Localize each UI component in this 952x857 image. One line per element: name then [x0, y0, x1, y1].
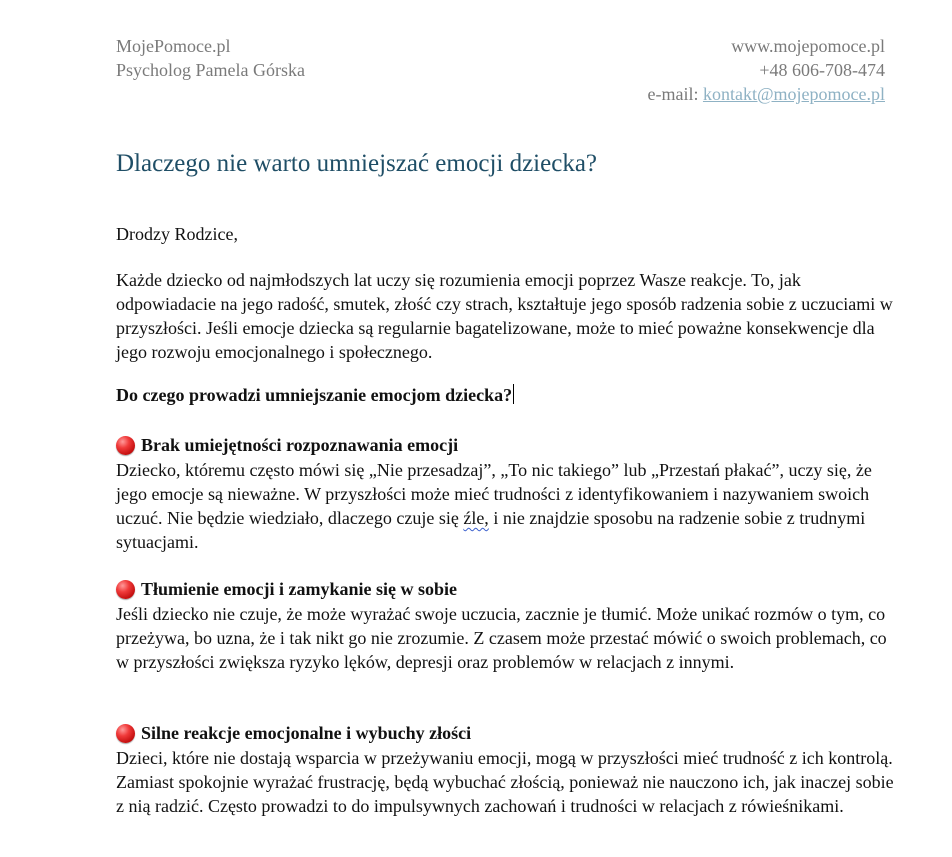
email-label: e-mail:: [647, 84, 703, 104]
intro-paragraph: Każde dziecko od najmłodszych lat uczy się rozumienia emocji poprzez Wasze reakcje. To, jak odpowiadacie na jego radość, smutek, złość czy strach, kształtuje jego sposób radzenia sobie z uczuciami w przyszłości. Jeśli emocje dziecka są regularnie bagatelizowane, może to mieć poważne konsekwencje dla jego rozwoju emocjonalnego i społecznego.: [116, 270, 893, 362]
email-line: [647, 82, 885, 106]
header-right: [647, 34, 885, 106]
question-heading: [116, 383, 896, 407]
section-heading-3: [116, 721, 471, 745]
red-circle-icon: [116, 724, 135, 743]
email-link[interactable]: kontakt@mojepomoce.pl: [702, 84, 885, 104]
section-heading-2-text: Tłumienie emocji i zamykanie się w sobie: [141, 579, 457, 599]
spellcheck-marked-word[interactable]: źle,: [463, 508, 489, 528]
website-url: www.mojepomoce.pl: [731, 36, 885, 56]
section-heading-3-text: Silne reakcje emocjonalne i wybuchy złości: [141, 723, 472, 743]
section-heading-1-text: Brak umiejętności rozpoznawania emocji: [141, 435, 459, 455]
section-body-1: [116, 458, 896, 554]
section-heading-1: [116, 433, 458, 457]
section-body-1-text-before: Dziecko, któremu często mówi się „Nie przesadzaj”, „To nic takiego” lub „Przestań płakać”, uczy się, że jego emocje są nieważne. W przyszłości może mieć trudności z identyfikowaniem i nazywaniem swoich uczuć. Nie będzie wiedziało, dlaczego czuje się: [116, 460, 872, 528]
section-body-2: Jeśli dziecko nie czuje, że może wyrażać swoje uczucia, zacznie je tłumić. Może unikać rozmów o tym, co przeżywa, bo uzna, że i tak nikt go nie zrozumie. Z czasem może przestać mówić o swoich problemach, co w przyszłości zwiększa ryzyko lęków, depresji oraz problemów w relacjach z innymi.: [116, 604, 887, 672]
red-circle-icon: [116, 436, 135, 455]
section-heading-2: [116, 577, 457, 601]
greeting: Drodzy Rodzice,: [116, 224, 238, 244]
red-circle-icon: [116, 580, 135, 599]
document-title: Dlaczego nie warto umniejszać emocji dziecka?: [116, 150, 598, 177]
header-left: [116, 34, 305, 82]
question-text: Do czego prowadzi umniejszanie emocjom dziecka?: [116, 385, 513, 405]
site-name: MojePomoce.pl: [116, 36, 231, 56]
phone-number: +48 606-708-474: [759, 60, 885, 80]
text-cursor: [513, 384, 514, 404]
section-body-1-text-after: i nie znajdzie sposobu na radzenie sobie z trudnymi sytuacjami.: [116, 508, 866, 552]
author-name: Psycholog Pamela Górska: [116, 60, 305, 80]
section-body-3: Dzieci, które nie dostają wsparcia w przeżywaniu emocji, mogą w przyszłości mieć trudność z ich kontrolą. Zamiast spokojnie wyrażać frustrację, będą wybuchać złością, ponieważ nie nauczono ich, jak inaczej sobie z nią radzić. Często prowadzi to do impulsywnych zachowań i trudności w relacjach z rówieśnikami.: [116, 748, 894, 816]
